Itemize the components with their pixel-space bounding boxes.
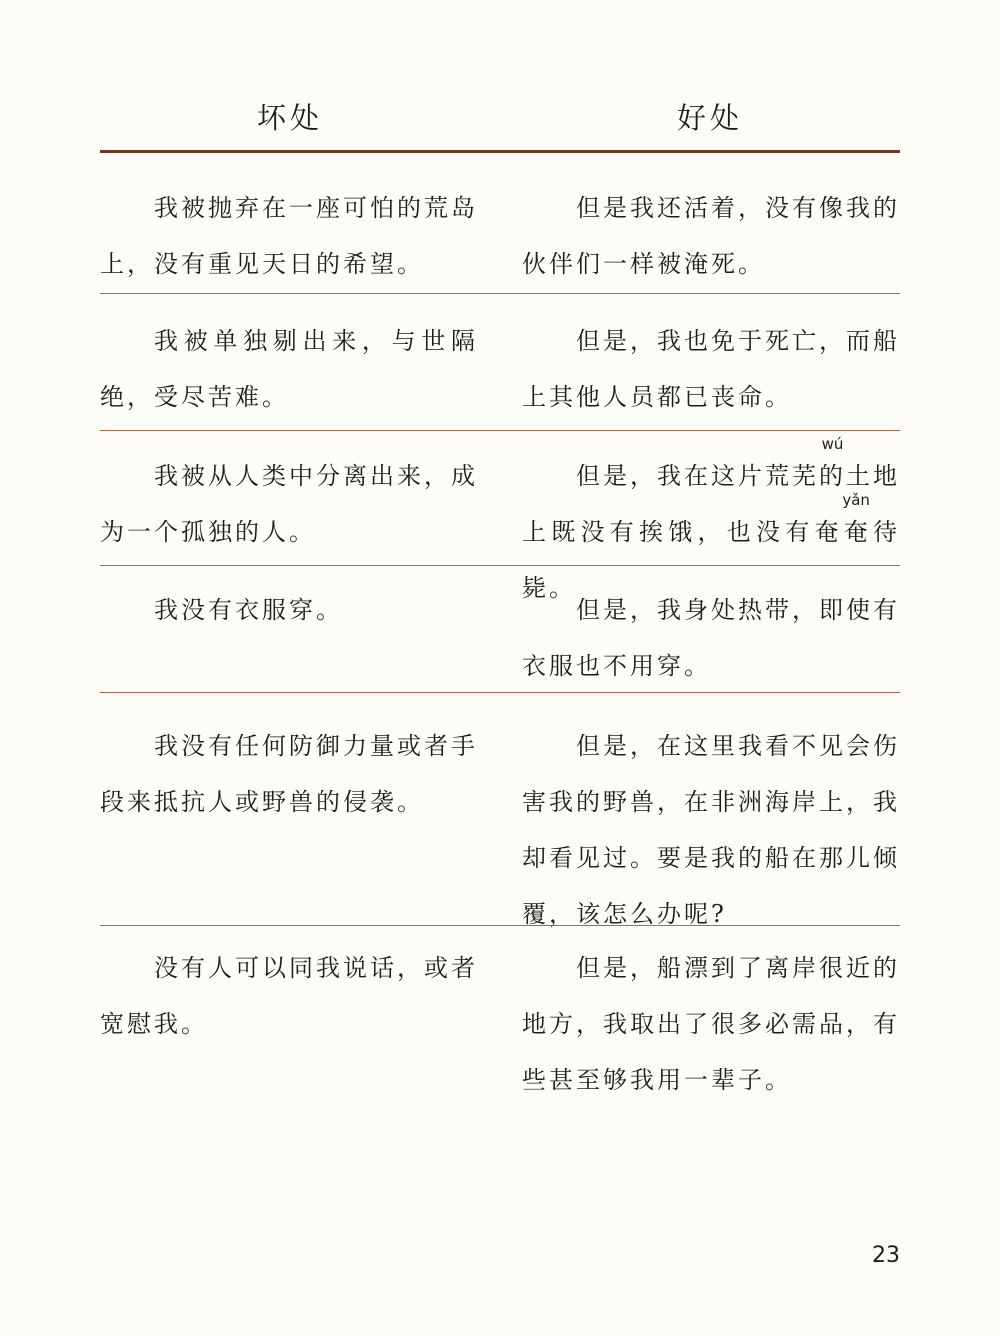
pinyin-annotation: wú [821,435,844,453]
good-cell [522,940,900,1108]
row-separator [100,430,900,431]
row-separator [100,293,900,294]
row-separator [100,565,900,566]
bad-cell [100,718,478,830]
bad-cell [100,940,478,1052]
row-separator [100,692,900,693]
bad-text: 没有人可以同我说话，或者宽慰我。 [100,954,478,1038]
bad-cell [100,313,478,425]
ruby-annotated-char: 奄 yǎn [815,518,844,546]
bad-text: 我被从人类中分离出来，成为一个孤独的人。 [100,462,478,546]
good-text: 但是我还活着，没有像我的伙伴们一样被淹死。 [522,194,900,278]
bad-text: 我被单独剔出来，与世隔绝，受尽苦难。 [100,327,478,411]
good-text: 但是，我身处热带，即使有衣服也不用穿。 [522,596,900,680]
bad-text: 我没有任何防御力量或者手段来抵抗人或野兽的侵袭。 [100,732,478,816]
good-cell [522,313,900,425]
row-separator [100,925,900,926]
pinyin-annotation: yǎn [842,491,870,509]
good-cell [522,582,900,694]
good-text: 但是，船漂到了离岸很近的地方，我取出了很多必需品，有些甚至够我用一辈子。 [522,954,900,1094]
page-number: 23 [872,1243,900,1268]
bad-text: 我没有衣服穿。 [154,596,343,624]
good-text: 但是，我也免于死亡，而船上其他人员都已丧命。 [522,327,900,411]
good-cell [522,180,900,292]
good-text: 但是，我在这片荒芜 wú 的土地上既没有挨饿，也没有奄 yǎn 奄待毙。 [522,435,900,602]
bad-text: 我被抛弃在一座可怕的荒岛上，没有重见天日的希望。 [100,194,478,278]
column-header-good: 好处 [676,101,743,135]
good-text: 但是，在这里我看不见会伤害我的野兽，在非洲海岸上，我却看见过。要是我的船在那儿倾覆，该怎么办呢? [522,732,900,928]
bad-cell [100,180,478,292]
column-header-bad: 坏处 [256,101,323,135]
bad-cell [100,582,478,638]
good-cell [522,718,900,942]
header-rule [100,150,900,153]
bad-cell [100,448,478,560]
ruby-annotated-char: 芜 wú [792,462,819,490]
